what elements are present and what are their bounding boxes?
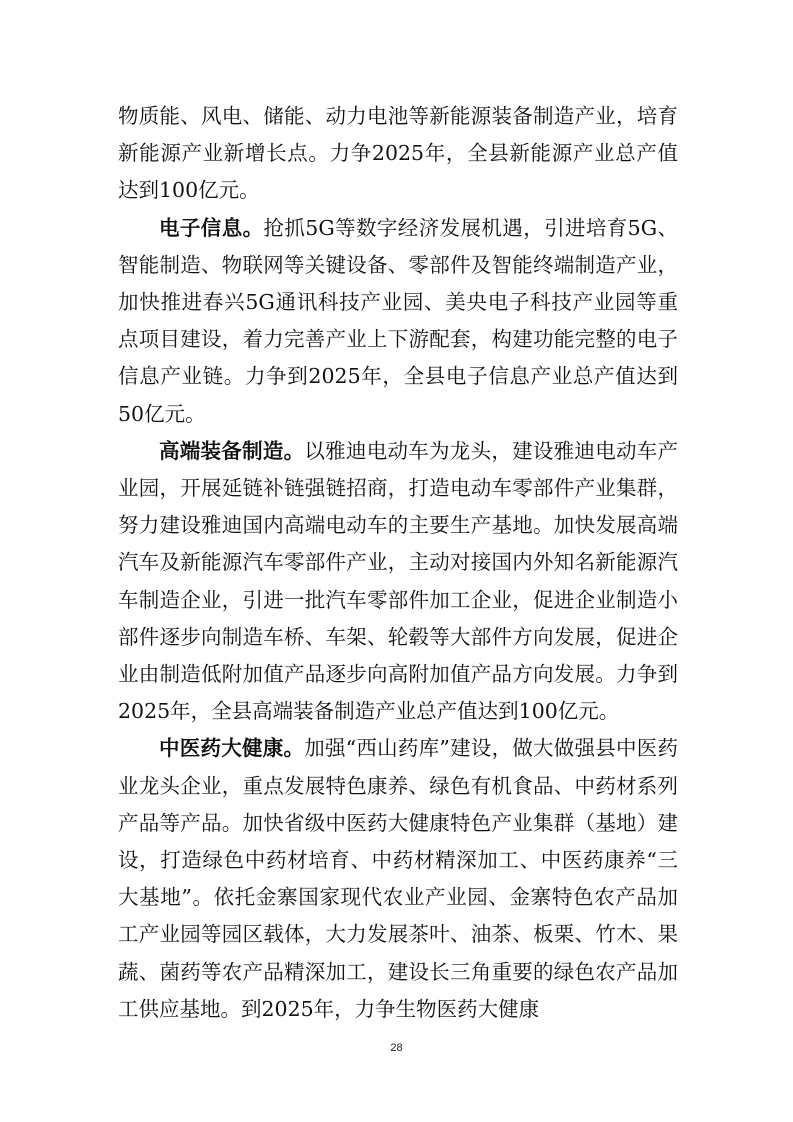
paragraph-text: 以雅迪电动车为龙头，建设雅迪电动车产业园，开展延链补链强链招商，打造电动车零部件产业集群，努力建设雅迪国内高端电动车的主要生产基地。加快发展高端汽车及新能源汽车零部件产业，主动对接国内外知名新能源汽车制造企业，引进一批汽车零部件加工企业，促进企业制造小部件逐步向制造车桥、车架、轮毂等大部件方向发展，促进企业由制造低附加值产品逐步向高附加值产品方向发展。力争到2025年，全县高端装备制造产业总产值达到100亿元。 — [118, 438, 679, 724]
paragraph-heading: 高端装备制造。 — [159, 438, 305, 463]
body-text — [118, 98, 678, 1028]
paragraph-electronic-info — [118, 210, 678, 433]
paragraph-text: 物质能、风电、储能、动力电池等新能源装备制造产业，培育新能源产业新增长点。力争2025年，全县新能源产业总产值达到100亿元。 — [118, 104, 678, 203]
page-number: 28 — [390, 1042, 403, 1054]
paragraph-heading: 电子信息。 — [159, 215, 264, 240]
paragraph-high-end-equipment — [118, 433, 678, 731]
paragraph-text: 加强“西山药库”建设，做大做强县中医药业龙头企业，重点发展特色康养、绿色有机食品、中药材系列产品等产品。加快省级中医药大健康特色产业集群（基地）建设，打造绿色中药材培育、中药材精深加工、中医药康养“三大基地”。依托金寨国家现代农业产业园、金寨特色农产品加工产业园等园区载体，大力发展茶叶、油茶、板栗、竹木、果蔬、菌药等农产品精深加工，建设长三角重要的绿色农产品加工供应基地。到2025年，力争生物医药大健康 — [118, 736, 679, 1021]
paragraph-text: 抢抓5G等数字经济发展机遇，引进培育5G、智能制造、物联网等关键设备、零部件及智能终端制造产业，加快推进春兴5G通讯科技产业园、美央电子科技产业园等重点项目建设，着力完善产业上下游配套，构建功能完整的电子信息产业链。力争到2025年，全县电子信息产业总产值达到50亿元。 — [118, 215, 679, 426]
paragraph-heading: 中医药大健康。 — [159, 736, 305, 761]
paragraph-new-energy-continued — [118, 98, 678, 210]
paragraph-tcm-health — [118, 730, 678, 1028]
